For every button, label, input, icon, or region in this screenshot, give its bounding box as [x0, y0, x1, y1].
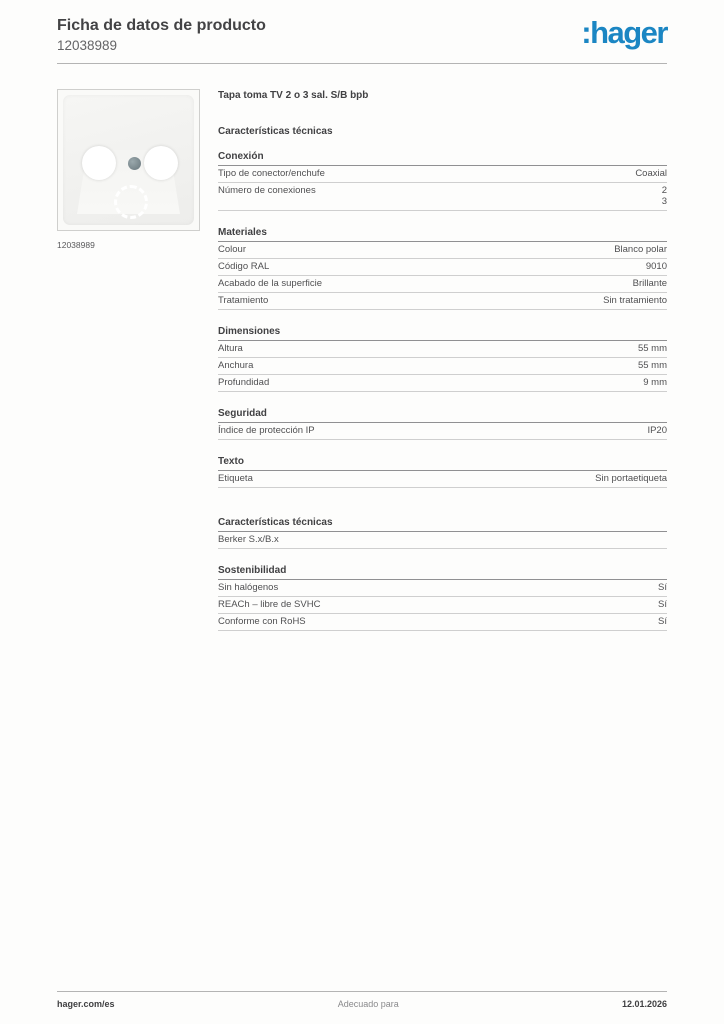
row-label: Profundidad — [218, 377, 270, 388]
section-2 — [218, 326, 667, 392]
row-value — [658, 616, 667, 627]
row-value-line: 55 mm — [637, 343, 667, 354]
row-value — [638, 343, 667, 354]
table-row — [218, 276, 667, 293]
row-value-line: Sí — [658, 582, 667, 593]
table-row — [218, 471, 667, 488]
page-footer — [57, 991, 667, 1024]
section-title: Materiales — [218, 227, 667, 242]
row-value — [633, 278, 667, 289]
row-label: Conforme con RoHS — [218, 616, 306, 627]
table-row — [218, 242, 667, 259]
row-value-line: Sí — [658, 616, 667, 627]
footer-website-link[interactable]: hager.com/es — [57, 999, 115, 1009]
table-row — [218, 358, 667, 375]
table-row — [218, 532, 667, 549]
section-4 — [218, 456, 667, 488]
section-6 — [218, 565, 667, 631]
row-value — [603, 295, 667, 306]
table-row — [218, 614, 667, 631]
section-title: Texto — [218, 456, 667, 471]
product-photo — [57, 89, 200, 231]
left-socket-hole — [82, 146, 116, 180]
row-label: Berker S.x/B.x — [218, 534, 279, 545]
header-title-block — [57, 16, 266, 53]
section-title: Características técnicas — [218, 517, 667, 532]
row-value — [646, 261, 667, 272]
tech-characteristics-heading: Características técnicas — [218, 126, 333, 137]
table-row — [218, 341, 667, 358]
table-row — [218, 597, 667, 614]
row-label: Colour — [218, 244, 246, 255]
row-value-line: IP20 — [647, 425, 667, 436]
row-value — [647, 425, 667, 436]
row-value-line: 9010 — [645, 261, 667, 272]
row-value — [638, 360, 667, 371]
main-content — [0, 64, 724, 647]
section-3 — [218, 408, 667, 440]
tech-sections — [218, 151, 667, 631]
hager-logo: :hager — [581, 15, 667, 50]
row-label: Número de conexiones — [218, 185, 316, 196]
table-row — [218, 183, 667, 211]
section-title: Conexión — [218, 151, 667, 166]
table-row — [218, 423, 667, 440]
row-value — [662, 185, 667, 207]
row-value — [658, 582, 667, 593]
row-label: Acabado de la superficie — [218, 278, 323, 289]
product-code: 12038989 — [57, 38, 118, 53]
row-label: Índice de protección IP — [218, 425, 315, 436]
row-value-line: 9 mm — [643, 377, 667, 388]
section-title: Dimensiones — [218, 326, 667, 341]
photo-caption: 12038989 — [57, 240, 95, 250]
row-value-line: 2 — [661, 185, 667, 196]
product-name: Tapa toma TV 2 o 3 sal. S/B bpb — [218, 90, 369, 101]
right-socket-hole — [144, 146, 178, 180]
row-label: Anchura — [218, 360, 254, 371]
section-0 — [218, 151, 667, 211]
footer-date: 12.01.2026 — [621, 999, 667, 1009]
table-row — [218, 580, 667, 597]
spec-column — [218, 89, 667, 647]
row-value-line: Sin portaetiqueta — [595, 473, 667, 484]
row-value — [643, 377, 667, 388]
page-header — [57, 0, 667, 64]
product-photo-column — [57, 89, 200, 647]
row-value — [595, 473, 667, 484]
row-label: Sin halógenos — [218, 582, 279, 593]
row-value-line: Brillante — [632, 278, 667, 289]
row-value-line: Coaxial — [635, 168, 667, 179]
row-value — [658, 599, 667, 610]
row-value-line: 55 mm — [637, 360, 667, 371]
section-5 — [218, 517, 667, 549]
section-title: Seguridad — [218, 408, 667, 423]
row-label: Etiqueta — [218, 473, 253, 484]
knockout-circle — [114, 185, 148, 219]
row-label: REACh – libre de SVHC — [218, 599, 321, 610]
page-title: Ficha de datos de producto — [57, 17, 266, 34]
row-value-line: Sí — [658, 599, 667, 610]
row-value-line: Blanco polar — [614, 244, 667, 255]
table-row — [218, 166, 667, 183]
row-value-line: Sin tratamiento — [603, 295, 667, 306]
screw-icon — [128, 157, 141, 170]
section-1 — [218, 227, 667, 310]
row-label: Altura — [218, 343, 243, 354]
cover-plate — [63, 95, 194, 225]
row-value — [635, 168, 667, 179]
table-row — [218, 259, 667, 276]
row-label: Tipo de conector/enchufe — [218, 168, 325, 179]
row-value-line: 3 — [661, 196, 667, 207]
section-title: Sostenibilidad — [218, 565, 667, 580]
row-label: Tratamiento — [218, 295, 269, 306]
footer-suitable-for-label: Adecuado para — [337, 999, 399, 1009]
row-label: Código RAL — [218, 261, 270, 272]
table-row — [218, 375, 667, 392]
table-row — [218, 293, 667, 310]
row-value — [614, 244, 667, 255]
